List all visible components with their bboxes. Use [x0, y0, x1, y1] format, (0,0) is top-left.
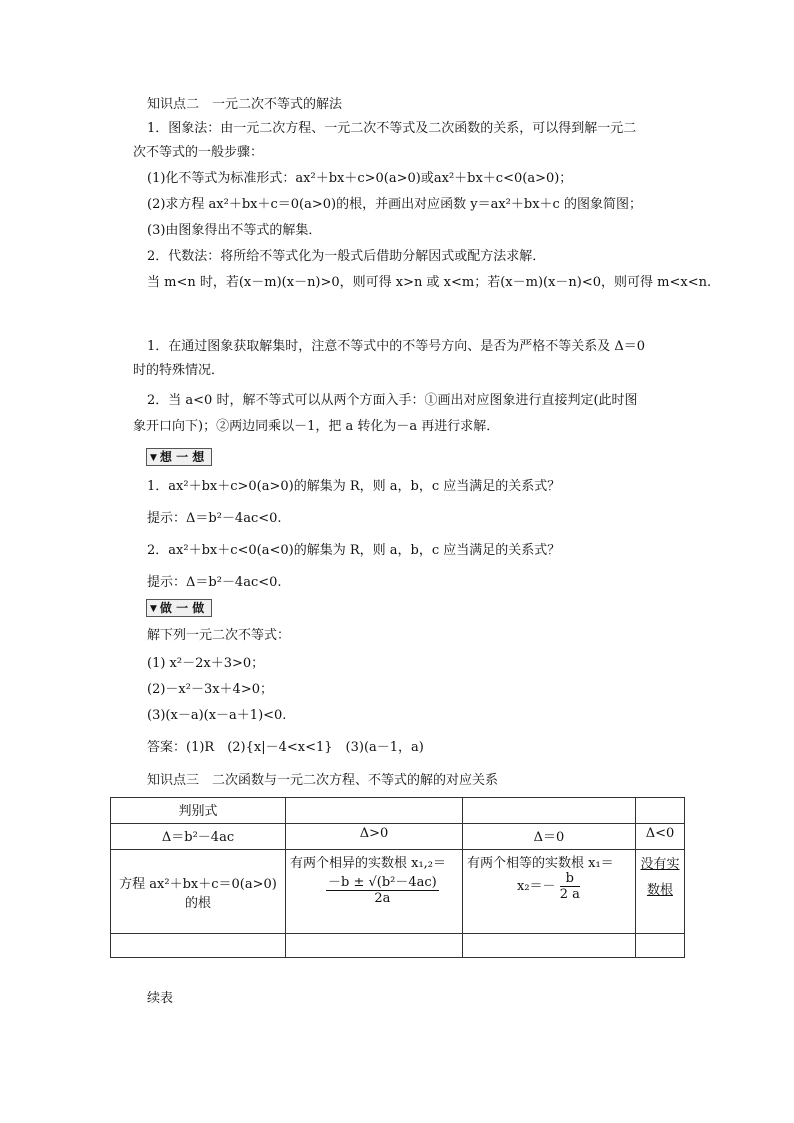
practice-item-1: (1) x²－2x＋3>0； [147, 656, 265, 671]
correspondence-table [110, 797, 685, 958]
table-cell [286, 798, 463, 824]
note-2-cont: 象开口向下)；②两边同乘以－1，把 a 转化为－a 再进行求解． [133, 419, 500, 434]
table-cell [463, 798, 636, 824]
delta-positive: Δ>0 [286, 824, 463, 850]
table-header-discriminant: 判别式 [111, 798, 286, 824]
table-cell [111, 934, 286, 958]
chevron-down-icon: ▼ [150, 453, 157, 463]
practice-intro: 解下列一元二次不等式： [147, 628, 291, 643]
practice-item-3: (3)(x－a)(x－a＋1)<0. [147, 708, 287, 723]
table-continued-label: 续表 [147, 991, 174, 1006]
practice-tag: ▼ 做 一 做 [146, 599, 212, 617]
table-cell [636, 798, 685, 824]
delta-negative: Δ<0 [636, 824, 685, 850]
root-formula: $\frac{b}{2 a}$ [559, 871, 580, 902]
hint-2: 提示：Δ＝b²－4ac<0. [147, 575, 282, 590]
roots-label: 方程 ax²＋bx＋c＝0(a>0)的根 [111, 850, 286, 934]
paragraph: 1．图象法：由一元二次方程、一元二次不等式及二次函数的关系，可以得到解一元二 [147, 121, 637, 136]
think-tag: ▼ 想 一 想 [146, 448, 212, 466]
note-1: 1．在通过图象获取解集时，注意不等式中的不等号方向、是否为严格不等关系及 Δ＝0 [147, 339, 646, 354]
table-cell [286, 934, 463, 958]
hint-1: 提示：Δ＝b²－4ac<0. [147, 511, 282, 526]
roots-positive: 有两个相异的实数根 x₁,₂＝ $\frac{\text{－b ± √(b²－4ac)}}{2a}$ [286, 850, 463, 934]
chevron-down-icon: ▼ [150, 604, 157, 614]
practice-item-2: (2)－x²－3x＋4>0； [147, 682, 273, 697]
table-cell [636, 934, 685, 958]
root-formula: $\frac{\text{－b ± √(b²－4ac)}}{2a}$ [326, 871, 439, 906]
roots-zero: 有两个相等的实数根 x₁＝ x₂＝－ $\frac{b}{2 a}$ [463, 850, 636, 934]
step-1: (1)化不等式为标准形式：ax²＋bx＋c>0(a>0)或ax²＋bx＋c<0(a>0)； [147, 171, 573, 186]
step-2: (2)求方程 ax²＋bx＋c＝0(a>0)的根，并画出对应函数 y＝ax²＋bx＋c 的图象简图； [147, 197, 642, 212]
delta-definition: Δ＝b²－4ac [111, 824, 286, 850]
note-1-cont: 时的特殊情况． [133, 363, 225, 378]
table-cell [463, 934, 636, 958]
roots-negative: 没有实数根 [636, 850, 685, 934]
paragraph: 2．代数法：将所给不等式化为一般式后借助分解因式或配方法求解． [147, 249, 546, 264]
question-1: 1．ax²＋bx＋c>0(a>0)的解集为 R，则 a，b，c 应当满足的关系式？ [147, 479, 561, 494]
delta-zero: Δ＝0 [463, 824, 636, 850]
section-title-3: 知识点三 二次函数与一元二次方程、不等式的解的对应关系 [147, 773, 499, 788]
answer: 答案：(1)R (2){x|－4<x<1} (3)(a－1，a) [147, 740, 424, 755]
paragraph: 次不等式的一般步骤： [133, 145, 264, 160]
note-2: 2．当 a<0 时，解不等式可以从两个方面入手：①画出对应图象进行直接判定(此时图 [147, 393, 638, 408]
step-3: (3)由图象得出不等式的解集． [147, 223, 322, 238]
question-2: 2．ax²＋bx＋c<0(a<0)的解集为 R，则 a，b，c 应当满足的关系式？ [147, 543, 561, 558]
section-title-2: 知识点二 一元二次不等式的解法 [147, 97, 343, 112]
paragraph: 当 m<n 时，若(x－m)(x－n)>0，则可得 x>n 或 x<m；若(x－m)(x－n)<0，则可得 m<x<n. [147, 275, 712, 290]
